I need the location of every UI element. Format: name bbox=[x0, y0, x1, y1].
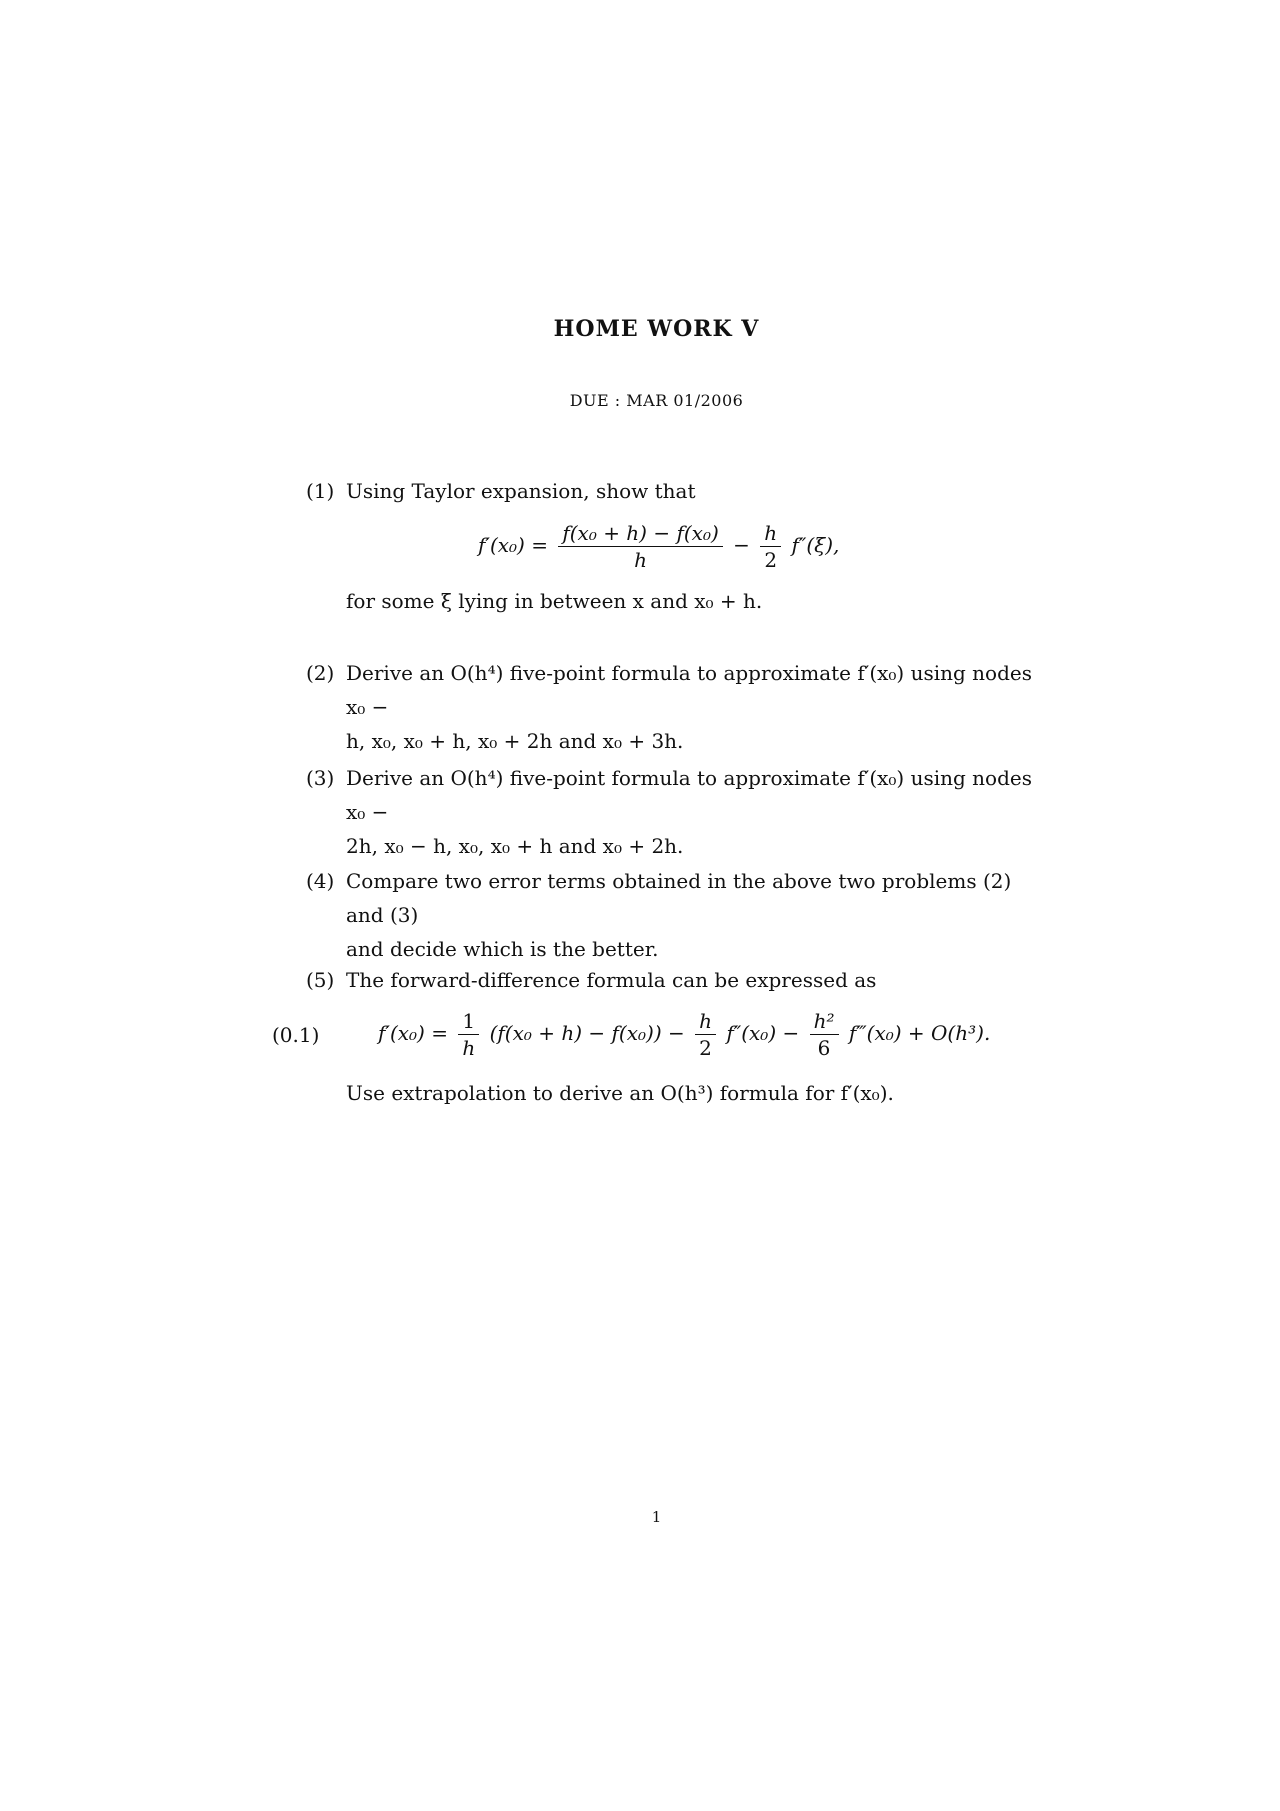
eq1-fraction bbox=[558, 520, 722, 573]
problem-2-line-2: h, x₀, x₀ + h, x₀ + 2h and x₀ + 3h. bbox=[346, 729, 684, 753]
eq2-h-numerator: h bbox=[695, 1008, 716, 1035]
problem-3-line-2: 2h, x₀ − h, x₀, x₀ + h and x₀ + 2h. bbox=[346, 834, 684, 858]
problem-5-number: (5) bbox=[306, 968, 335, 992]
page-title: HOME WORK V bbox=[553, 316, 760, 342]
problem-1-outro-block bbox=[306, 584, 1046, 618]
problem-5-intro: The forward-difference formula can be expressed as bbox=[346, 968, 877, 992]
problem-4-number: (4) bbox=[306, 869, 335, 893]
eq2-one-over-h bbox=[458, 1008, 479, 1061]
problem-1-outro: for some ξ lying in between x and x₀ + h. bbox=[346, 589, 763, 613]
problem-2-number: (2) bbox=[306, 661, 335, 685]
equation-label: (0.1) bbox=[272, 1023, 320, 1047]
eq1-lhs: f′(x₀) = bbox=[478, 533, 548, 557]
eq2-h2-denominator: 6 bbox=[817, 1036, 831, 1060]
problem-5 bbox=[306, 963, 1046, 997]
eq2-h2-numerator: h² bbox=[810, 1008, 839, 1035]
eq2-middle-2: f″(x₀) − bbox=[726, 1021, 800, 1045]
problem-4-line-2: and decide which is the better. bbox=[346, 937, 659, 961]
eq2-h-denominator: 2 bbox=[699, 1036, 712, 1060]
problem-2-line-1: Derive an O(h⁴) five-point formula to approximate f′(x₀) using nodes x₀ − bbox=[346, 661, 1032, 719]
eq1-fraction-denominator: h bbox=[634, 548, 647, 572]
problem-4-line-1: Compare two error terms obtained in the above two problems (2) and (3) bbox=[346, 869, 1012, 927]
eq2-lhs: f′(x₀) = bbox=[378, 1021, 448, 1045]
problem-4 bbox=[306, 864, 1046, 966]
eq2-h-over-2 bbox=[695, 1008, 716, 1061]
problem-1-number: (1) bbox=[306, 479, 335, 503]
eq2-one-denominator: h bbox=[462, 1036, 476, 1060]
eq2-h2-over-6 bbox=[810, 1008, 839, 1061]
problem-1-equation bbox=[478, 520, 839, 573]
eq1-fraction-numerator: f(x₀ + h) − f(x₀) bbox=[558, 520, 722, 547]
problem-1 bbox=[306, 474, 1046, 508]
problem-2 bbox=[306, 656, 1046, 758]
eq1-h-over-2 bbox=[760, 520, 781, 573]
due-date: DUE : MAR 01/2006 bbox=[569, 391, 744, 410]
problem-5-outro: Use extrapolation to derive an O(h³) formula for f′(x₀). bbox=[346, 1081, 894, 1105]
problem-3 bbox=[306, 761, 1046, 863]
eq2-one-numerator: 1 bbox=[458, 1008, 479, 1035]
problem-5-outro-block bbox=[306, 1076, 1046, 1110]
problem-5-equation bbox=[378, 1008, 990, 1061]
eq2-middle: (f(x₀ + h) − f(x₀)) − bbox=[489, 1021, 685, 1045]
eq1-tail: f″(ξ), bbox=[791, 533, 840, 557]
problem-1-intro: Using Taylor expansion, show that bbox=[346, 479, 696, 503]
eq2-tail: f‴(x₀) + O(h³). bbox=[848, 1021, 991, 1045]
eq1-h-numerator: h bbox=[760, 520, 781, 547]
problem-3-number: (3) bbox=[306, 766, 335, 790]
problem-3-line-1: Derive an O(h⁴) five-point formula to approximate f′(x₀) using nodes x₀ − bbox=[346, 766, 1032, 824]
page-number: 1 bbox=[651, 1508, 662, 1526]
eq1-minus: − bbox=[733, 533, 750, 557]
eq1-h-denominator: 2 bbox=[764, 548, 778, 572]
